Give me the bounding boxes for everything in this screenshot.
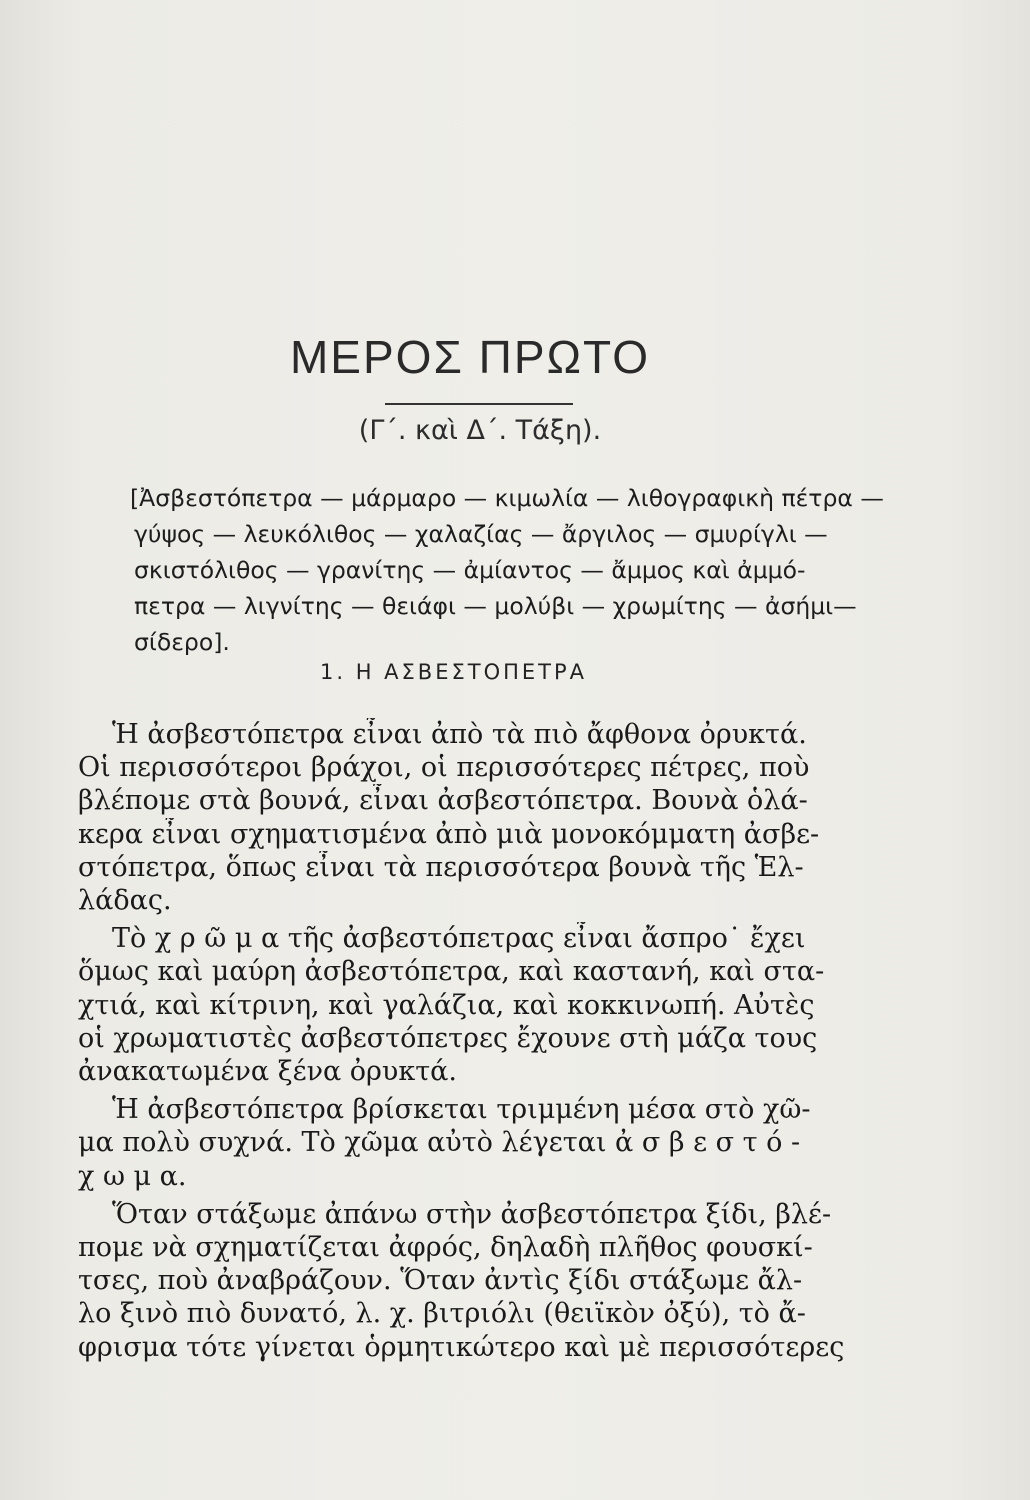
paragraph-line: Ὅταν στάξωμε ἀπάνω στὴν ἀσβεστόπετρα ξίδι, βλέ-	[112, 1198, 832, 1230]
paragraph-line: ἀνακατωμένα ξένα ὀρυκτά.	[78, 1056, 457, 1088]
topics-list	[130, 480, 900, 660]
paragraph-line: στόπετρα, ὅπως εἶναι τὰ περισσότερα βουνὰ τῆς Ἑλ-	[78, 851, 804, 883]
paragraph-line: χ ω μ α.	[78, 1160, 187, 1192]
topics-line: σίδερο].	[134, 628, 230, 656]
paragraph-line: Τὸ χ ρ ῶ μ α τῆς ἀσβεστόπετρας εἶναι ἄσπρο˙ ἔχει	[112, 923, 806, 955]
paragraph-line: πομε νὰ σχηματίζεται ἀφρός, δηλαδὴ πλῆθος φουσκί-	[78, 1232, 813, 1264]
paragraph-line: χτιά, καὶ κίτρινη, καὶ γαλάζια, καὶ κοκκινωπή. Αὐτὲς	[78, 989, 815, 1021]
topics-line: [Ἀσβεστόπετρα — μάρμαρο — κιμωλία — λιθογραφικὴ πέτρα —	[130, 484, 884, 512]
title-underline	[385, 403, 573, 405]
paragraph-line: λο ξινὸ πιὸ δυνατό, λ. χ. βιτριόλι (θειϊκὸν ὀξύ), τὸ ἄ-	[78, 1298, 806, 1330]
paragraph-line: τσες, ποὺ ἀναβράζουν. Ὅταν ἀντὶς ξίδι στάξωμε ἄλ-	[78, 1265, 803, 1297]
part-title: ΜΕΡΟΣ ΠΡΩΤΟ	[289, 331, 650, 383]
paragraph-line: Οἱ περισσότεροι βράχοι, οἱ περισσότερες πέτρες, ποὺ	[78, 752, 810, 784]
topics-line: πετρα — λιγνίτης — θειάφι — μολύβι — χρωμίτης — ἀσήμι—	[134, 592, 857, 620]
paragraph-line: κερα εἶναι σχηματισμένα ἀπὸ μιὰ μονοκόμματη ἀσβε-	[78, 818, 820, 850]
topics-line: σκιστόλιθος — γρανίτης — ἀμίαντος — ἄμμος καὶ ἀμμό-	[134, 556, 806, 584]
paragraph-line: Ἡ ἀσβεστόπετρα βρίσκεται τριμμένη μέσα στὸ χῶ-	[112, 1094, 811, 1126]
paragraph-line: φρισμα τότε γίνεται ὁρμητικώτερο καὶ μὲ περισσότερες	[78, 1331, 845, 1363]
body-text	[78, 718, 908, 1364]
paragraph-line: Ἡ ἀσβεστόπετρα εἶναι ἀπὸ τὰ πιὸ ἄφθονα ὀρυκτά.	[112, 719, 807, 750]
paragraph-line: βλέπομε στὰ βουνά, εἶναι ἀσβεστόπετρα. Βουνὰ ὁλά-	[78, 785, 808, 817]
section-heading: 1. Η ΑΣΒΕΣΤΟΠΕΤΡΑ	[320, 660, 588, 684]
paragraph-line: λάδας.	[78, 885, 172, 917]
part-subtitle: (Γ΄. καὶ Δ΄. Τάξη).	[358, 415, 602, 446]
paragraph-line: οἱ χρωματιστὲς ἀσβεστόπετρες ἔχουνε στὴ μάζα τους	[78, 1022, 818, 1054]
paragraph-line: μα πολὺ συχνά. Τὸ χῶμα αὐτὸ λέγεται ἀ σ β ε σ τ ό -	[78, 1127, 801, 1159]
topics-line: γύψος — λευκόλιθος — χαλαζίας — ἄργιλος — σμυρίγλι —	[134, 520, 828, 548]
paragraph-line: ὅμως καὶ μαύρη ἀσβεστόπετρα, καὶ καστανή, καὶ στα-	[78, 956, 825, 988]
